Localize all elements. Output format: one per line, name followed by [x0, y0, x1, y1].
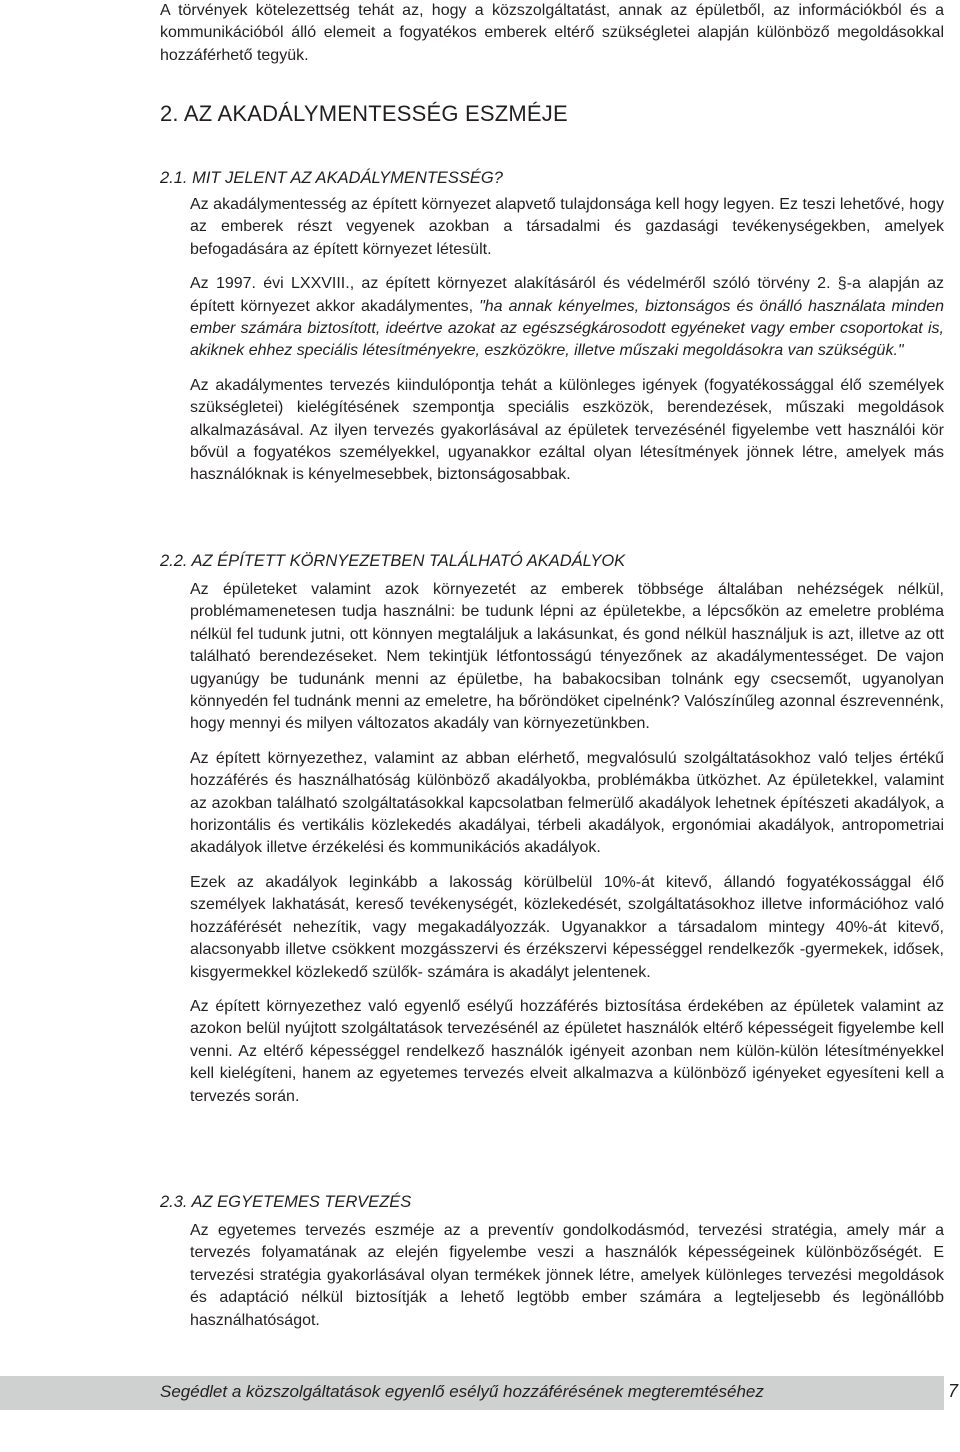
paragraph: Az épített környezethez való egyenlő esélyű hozzáférés biztosítása érdekében az épületek valamint az azokon belül nyújtott szolgáltatások tervezésénél az épületet használók eltérő képességeit figyelembe kell venni. Az eltérő képességgel rendelkező használók igényeit azonban nem külön-külön létesítményekkel kell kielégíteni, hanem az egyetemes tervezés elveit alkalmazva a különböző igényeket egyesíteni kell a tervezés során. — [190, 997, 944, 1105]
paragraph: Ezek az akadályok leginkább a lakosság körülbelül 10%-át kitevő, állandó fogyatékossággal élő személyek lakhatását, kereső tevékenységét, közlekedését, szolgáltatásokhoz illetve információhoz való hozzáférését nehezítik, vagy megakadályozzák. Ugyanakkor a társadalom mintegy 40%-át kitevő, alacsonyabb illetve csökkent mozgásszervi és érzékszervi képességgel rendelkezők -gyermekek, idősek, kisgyermekkel közlekedő szülők- számára is akadályt jelentenek. — [190, 873, 944, 981]
intro-paragraph: A törvények kötelezettség tehát az, hogy a közszolgáltatást, annak az épületből, az információkból és a kommunikációból álló elemeit a fogyatékos emberek eltérő szükségletei alapján különböző megoldásokkal hozzáférhető tegyük. — [160, 2, 944, 64]
section-body-2-1 — [160, 194, 944, 487]
section-2-2 — [160, 550, 944, 1108]
section-body-2-3 — [160, 1220, 944, 1332]
section-heading-2-3: 2.3. AZ EGYETEMES TERVEZÉS — [160, 1193, 412, 1211]
footer-divider — [944, 1376, 946, 1410]
law-reference-text: Az 1997. évi LXXVIII., az épített környezet alakításáról és védelméről szóló törvény 2. §-a alapján az épített környezet akkor akadálymentes, — [190, 275, 944, 315]
page-footer — [0, 1376, 960, 1410]
paragraph: Az akadálymentesség az épített környezet alapvető tulajdonsága kell hogy legyen. Ez teszi lehetővé, hogy az emberek részt vegyenek azokban a társadalmi és gazdasági tevékenységekben, amelyek befogadására az épített környezet létesült. — [190, 196, 944, 258]
section-2-1 — [160, 167, 944, 487]
section-heading-2-2: 2.2. AZ ÉPÍTETT KÖRNYEZETBEN TALÁLHATÓ AKADÁLYOK — [160, 552, 626, 570]
paragraph: Az épített környezethez, valamint az abban elérhető, megvalósulú szolgáltatásokhoz való teljes értékű hozzáférés és használhatóság különböző akadályokba, problémákba ütközhet. Az épületekkel, valamint az azokban található szolgáltatásokkal kapcsolatban felmerülő akadályok lehetnek építészeti akadályok, a horizontális és vertikális közlekedés akadályai, térbeli akadályok, ergonómiai akadályok, antropometriai akadályok illetve érzékelési és kommunikációs akadályok. — [190, 749, 944, 857]
paragraph: Az épületeket valamint azok környezetét az emberek többsége általában nehézségek nélkül, problémamenetesen tudja használni: be tudunk lépni az épületekbe, a lépcsőkön az emeletre probléma nélkül fel tudunk jutni, ott könnyen megtaláljuk a lakásunkat, és gond nélkül használjuk is azt, illetve az ott található berendezéseket. Nem tekintjük létfontosságú tényezőnek az akadálymentességet. De vajon ugyanúgy be tudunánk menni az épületbe, ha babakocsiban tolnánk egy csecsemőt, ugyanolyan könnyedén fel tudnánk menni az emeletre, ha bőröndöket cipelnénk? Valószínűleg azonnal észrevennénk, hogy mennyi és milyen változatos akadály van környezetünkben. — [190, 581, 944, 733]
section-heading-2-1: 2.1. MIT JELENT AZ AKADÁLYMENTESSÉG? — [160, 169, 503, 187]
footer-title: Segédlet a közszolgáltatások egyenlő esélyű hozzáférésének megteremtéséhez — [160, 1382, 764, 1401]
paragraph: Az akadálymentes tervezés kiindulópontja tehát a különleges igények (fogyatékossággal élő személyek szükségletei) kielégítésének szempontja speciális eszközök, berendezések, műszaki megoldások alkalmazásával. Az ilyen tervezés gyakorlásával az épületek tervezésénél figyelembe vett használói kör bővül a fogyatékos személyekkel, ugyanakkor ezáltal olyan létesítmények jönnek létre, amelyek más használóknak is kényelmesebbek, biztonságosabbak. — [190, 376, 944, 484]
section-2-3 — [160, 1191, 944, 1332]
section-body-2-2 — [160, 579, 944, 1108]
page-number: 7 — [948, 1381, 959, 1401]
paragraph-law-reference — [190, 273, 944, 363]
paragraph: Az egyetemes tervezés eszméje az a preventív gondolkodásmód, tervezési stratégia, amely már a tervezés folyamatának az elején figyelembe veszi a használók képességeinek különbözőségét. E tervezési stratégia gyakorlásával olyan termékek jönnek létre, amelyek különleges tervezési megoldások és adaptáció nélkül biztosítják a lehető legtöbb ember számára a legteljesebb és legönállóbb használhatóságot. — [190, 1222, 944, 1329]
chapter-heading: 2. AZ AKADÁLYMENTESSÉG ESZMÉJE — [160, 101, 568, 126]
law-quote: "ha annak kényelmes, biztonságos és önálló használata minden ember számára biztosított, ideértve azokat az egészségkárosodott egyéneket vagy ember csoportokat is, akiknek ehhez speciális létesítményekre, eszközökre, illetve műszaki megoldásokra van szükségük." — [190, 297, 945, 360]
